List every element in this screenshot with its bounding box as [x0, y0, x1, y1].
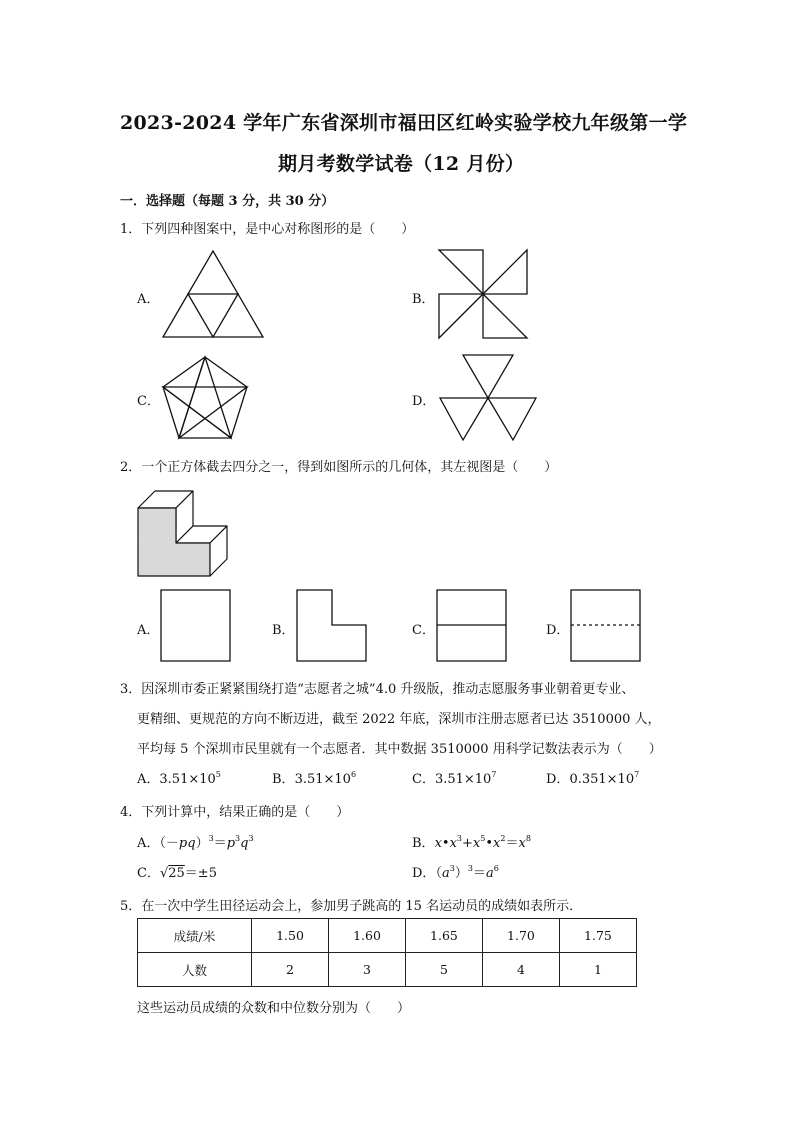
question-3-line1: 3．因深圳市委正紧紧围绕打造“志愿者之城”4.0 升级版，推动志愿服务事业朝着更专业、 — [120, 682, 635, 697]
page-title-line2: 期月考数学试卷（12 月份） — [278, 153, 525, 175]
score-table — [137, 918, 637, 987]
q2-view-b-l-shape — [296, 589, 368, 663]
q3-option-a-label: A． — [137, 772, 160, 787]
q4-option-a-label: A． — [137, 836, 160, 851]
q1-option-c-label: C． — [137, 394, 160, 409]
question-2-stem: 2．一个正方体截去四分之一，得到如图所示的几何体，其左视图是（ ） — [120, 460, 558, 475]
q3-option-b — [272, 768, 356, 787]
question-3-line2: 更精细、更规范的方向不断迈进，截至 2022 年底，深圳市注册志愿者已达 3510000 人， — [137, 712, 661, 727]
table-cell: 3 — [329, 953, 406, 987]
q1-figure-d-triangles — [437, 352, 539, 442]
q4-option-d-label: D． — [412, 866, 436, 881]
q4-option-a — [137, 832, 254, 851]
q2-option-a-label: A． — [137, 623, 160, 638]
q4-option-c — [137, 862, 217, 881]
q3-option-d-base: 0.351×10 — [569, 772, 635, 787]
q1-option-b-label: B． — [412, 292, 435, 307]
table-cell: 成绩/米 — [138, 919, 252, 953]
q2-option-c-label: C． — [412, 623, 435, 638]
q3-option-d — [546, 768, 639, 787]
table-cell: 1.60 — [329, 919, 406, 953]
q1-option-d-label: D． — [412, 394, 436, 409]
q2-option-d-label: D． — [546, 623, 570, 638]
q4-option-b — [412, 832, 531, 851]
table-cell: 4 — [482, 953, 559, 987]
section-heading: 一．选择题（每题 3 分，共 30 分） — [120, 194, 335, 209]
q4-option-a-expr: $(-pq)^3=p^3q^3$ — [159, 834, 254, 851]
q3-option-b-exp: 6 — [350, 770, 357, 779]
question-5-followup: 这些运动员成绩的众数和中位数分别为（ ） — [137, 1001, 411, 1016]
q4-option-d-expr: $(a^3)^3=a^6$ — [435, 864, 499, 881]
question-4-stem: 4．下列计算中，结果正确的是（ ） — [120, 805, 350, 820]
question-3-line3: 平均每 5 个深圳市民里就有一个志愿者．其中数据 3510000 用科学记数法表示为（ ） — [137, 742, 662, 757]
table-row — [138, 919, 637, 953]
q2-option-b-label: B． — [272, 623, 295, 638]
q1-figure-a-triangle — [160, 248, 266, 340]
table-cell: 1.65 — [405, 919, 482, 953]
q1-option-a-label: A． — [137, 292, 160, 307]
q3-option-c-exp: 7 — [491, 770, 497, 779]
table-cell: 1 — [559, 953, 636, 987]
q2-solid-figure — [135, 488, 230, 580]
q4-option-c-expr: √25＝±5 — [159, 866, 217, 881]
pentagon — [163, 357, 247, 438]
table-cell: 5 — [405, 953, 482, 987]
page-title-line1: 2023-2024 学年广东省深圳市福田区红岭实验学校九年级第一学 — [120, 112, 688, 134]
question-1-stem: 1．下列四种图案中，是中心对称图形的是（ ） — [120, 222, 415, 237]
table-cell: 1.50 — [252, 919, 329, 953]
q4-option-d — [412, 862, 499, 881]
q4-option-c-label: C． — [137, 866, 160, 881]
q2-view-d-square-dashed-line — [570, 589, 642, 663]
q4-option-b-expr: $x•x^3+x^5•x^2=x^8$ — [434, 834, 531, 851]
table-cell: 人数 — [138, 953, 252, 987]
q3-option-c-base: 3.51×10 — [434, 772, 492, 787]
q3-option-b-label: B． — [272, 772, 295, 787]
q2-view-a-square — [160, 589, 232, 663]
q3-option-a-exp: 5 — [215, 770, 221, 779]
question-5-stem: 5．在一次中学生田径运动会上，参加男子跳高的 15 名运动员的成绩如表所示． — [120, 899, 583, 914]
q3-option-d-label: D． — [546, 772, 570, 787]
table-row — [138, 953, 637, 987]
q1-figure-c-pentagon-star — [160, 354, 250, 442]
q3-option-a-base: 3.51×10 — [159, 772, 216, 787]
q3-option-b-base: 3.51×10 — [294, 772, 351, 787]
q3-option-c — [412, 768, 496, 787]
table-cell: 2 — [252, 953, 329, 987]
table-cell: 1.70 — [482, 919, 559, 953]
q1-figure-b-pinwheel — [435, 246, 531, 342]
q2-view-c-square-solid-line — [436, 589, 508, 663]
table-cell: 1.75 — [559, 919, 636, 953]
q3-option-c-label: C． — [412, 772, 435, 787]
q3-option-d-exp: 7 — [634, 770, 640, 779]
q4-option-b-label: B． — [412, 836, 435, 851]
inner-triangle — [188, 294, 238, 337]
q3-option-a — [137, 768, 221, 787]
